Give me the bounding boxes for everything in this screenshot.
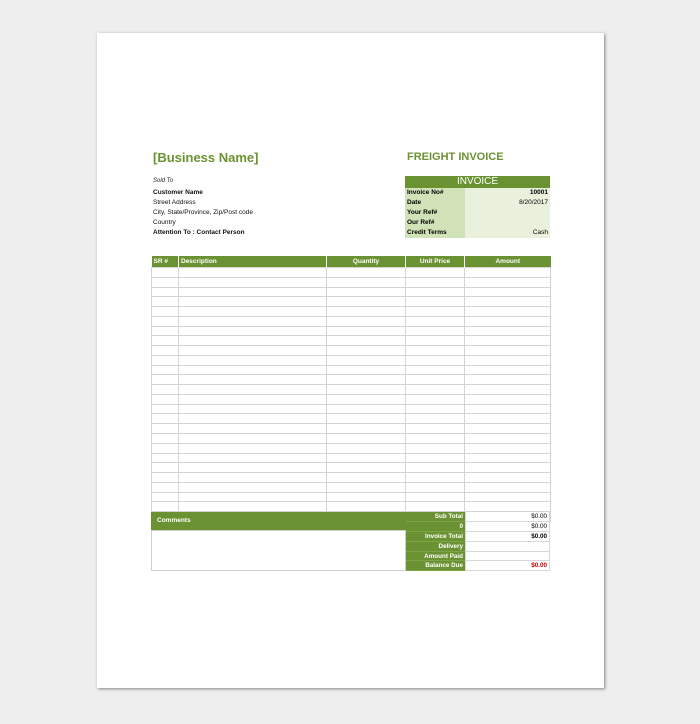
- table-cell[interactable]: [179, 492, 327, 502]
- table-cell[interactable]: [327, 316, 406, 326]
- table-cell[interactable]: [465, 277, 551, 287]
- sold-to-label: Sold To: [153, 178, 174, 184]
- invoice-total-label: Invoice Total: [406, 532, 465, 542]
- table-cell[interactable]: [327, 482, 406, 492]
- column-header-amount: Amount: [465, 256, 551, 268]
- table-cell[interactable]: [465, 385, 551, 395]
- table-cell[interactable]: [179, 424, 327, 434]
- table-cell[interactable]: [406, 336, 465, 346]
- table-row: [152, 443, 551, 453]
- table-cell[interactable]: [465, 404, 551, 414]
- table-row: [152, 297, 551, 307]
- table-cell[interactable]: [406, 297, 465, 307]
- table-cell[interactable]: [327, 434, 406, 444]
- comments-header: Comments: [151, 512, 406, 530]
- table-cell[interactable]: [327, 277, 406, 287]
- line-items-table: [151, 256, 551, 522]
- table-cell[interactable]: [179, 277, 327, 287]
- credit-terms-label: Credit Terms: [405, 228, 465, 238]
- invoice-info-row: [405, 218, 550, 228]
- table-cell[interactable]: [179, 482, 327, 492]
- table-cell[interactable]: [327, 394, 406, 404]
- table-cell[interactable]: [465, 453, 551, 463]
- street-address: Street Address: [153, 199, 196, 206]
- column-header-unit-price: Unit Price: [406, 256, 465, 268]
- table-cell[interactable]: [152, 268, 179, 278]
- table-cell[interactable]: [406, 473, 465, 483]
- table-cell[interactable]: [327, 424, 406, 434]
- delivery-value[interactable]: [465, 542, 550, 552]
- table-cell[interactable]: [152, 443, 179, 453]
- table-cell[interactable]: [179, 316, 327, 326]
- table-cell[interactable]: [179, 297, 327, 307]
- invoice-number-value: 10001: [465, 188, 550, 198]
- table-header-row: [152, 256, 551, 268]
- table-cell[interactable]: [465, 473, 551, 483]
- table-cell[interactable]: [152, 434, 179, 444]
- amount-paid-label: Amount Paid: [406, 552, 465, 562]
- table-cell[interactable]: [152, 404, 179, 414]
- table-row: [152, 385, 551, 395]
- totals-row: [406, 552, 550, 562]
- table-cell[interactable]: [406, 434, 465, 444]
- table-cell[interactable]: [465, 316, 551, 326]
- table-cell[interactable]: [152, 307, 179, 317]
- table-cell[interactable]: [327, 443, 406, 453]
- table-cell[interactable]: [179, 414, 327, 424]
- tax-label: 0: [406, 522, 465, 532]
- table-row: [152, 424, 551, 434]
- totals-block: [406, 512, 550, 571]
- table-cell[interactable]: [152, 316, 179, 326]
- table-cell[interactable]: [152, 365, 179, 375]
- table-cell[interactable]: [327, 307, 406, 317]
- table-cell[interactable]: [152, 463, 179, 473]
- invoice-info-row: [405, 208, 550, 218]
- table-row: [152, 355, 551, 365]
- table-cell[interactable]: [406, 414, 465, 424]
- table-cell[interactable]: [179, 463, 327, 473]
- business-name: [Business Name]: [153, 150, 259, 165]
- table-cell[interactable]: [406, 365, 465, 375]
- your-ref-value: [465, 208, 550, 218]
- table-cell[interactable]: [179, 365, 327, 375]
- table-cell[interactable]: [327, 385, 406, 395]
- table-row: [152, 277, 551, 287]
- invoice-page: [97, 33, 604, 688]
- table-cell[interactable]: [152, 453, 179, 463]
- table-row: [152, 404, 551, 414]
- your-ref-label: Your Ref#: [405, 208, 465, 218]
- credit-terms-value: Cash: [465, 228, 550, 238]
- table-cell[interactable]: [327, 287, 406, 297]
- table-cell[interactable]: [406, 502, 465, 512]
- table-cell[interactable]: [406, 268, 465, 278]
- table-cell[interactable]: [179, 502, 327, 512]
- table-cell[interactable]: [179, 434, 327, 444]
- table-cell[interactable]: [179, 287, 327, 297]
- table-cell[interactable]: [406, 394, 465, 404]
- table-row: [152, 434, 551, 444]
- delivery-label: Delivery: [406, 542, 465, 552]
- totals-row: [406, 561, 550, 571]
- table-cell[interactable]: [179, 385, 327, 395]
- table-cell[interactable]: [152, 277, 179, 287]
- table-cell[interactable]: [179, 473, 327, 483]
- table-cell[interactable]: [179, 326, 327, 336]
- table-cell[interactable]: [327, 297, 406, 307]
- subtotal-label: Sub Total: [406, 512, 465, 522]
- table-cell[interactable]: [465, 355, 551, 365]
- invoice-info-row: [405, 188, 550, 198]
- customer-name: Customer Name: [153, 189, 203, 196]
- table-cell[interactable]: [179, 346, 327, 356]
- table-cell[interactable]: [406, 326, 465, 336]
- table-row: [152, 482, 551, 492]
- table-row: [152, 414, 551, 424]
- table-cell[interactable]: [327, 502, 406, 512]
- table-cell[interactable]: [152, 326, 179, 336]
- table-cell[interactable]: [465, 394, 551, 404]
- tax-value: $0.00: [465, 522, 550, 532]
- totals-row: [406, 512, 550, 522]
- table-cell[interactable]: [179, 453, 327, 463]
- table-cell[interactable]: [152, 385, 179, 395]
- table-cell[interactable]: [465, 326, 551, 336]
- table-cell[interactable]: [152, 375, 179, 385]
- table-cell[interactable]: [465, 375, 551, 385]
- invoice-info-row: [405, 198, 550, 208]
- table-cell[interactable]: [406, 346, 465, 356]
- table-cell[interactable]: [327, 326, 406, 336]
- table-cell[interactable]: [406, 453, 465, 463]
- table-cell[interactable]: [465, 482, 551, 492]
- table-cell[interactable]: [465, 443, 551, 453]
- table-cell[interactable]: [465, 365, 551, 375]
- table-cell[interactable]: [327, 365, 406, 375]
- amount-paid-value[interactable]: [465, 552, 550, 562]
- table-cell[interactable]: [152, 346, 179, 356]
- table-row: [152, 453, 551, 463]
- table-cell[interactable]: [465, 336, 551, 346]
- table-row: [152, 365, 551, 375]
- table-cell[interactable]: [465, 287, 551, 297]
- table-cell[interactable]: [465, 297, 551, 307]
- table-row: [152, 375, 551, 385]
- table-row: [152, 346, 551, 356]
- table-cell[interactable]: [179, 336, 327, 346]
- invoice-info-row: [405, 228, 550, 238]
- table-row: [152, 473, 551, 483]
- table-row: [152, 394, 551, 404]
- date-label: Date: [405, 198, 465, 208]
- table-cell[interactable]: [327, 336, 406, 346]
- comments-field[interactable]: [151, 530, 406, 571]
- table-cell[interactable]: [179, 268, 327, 278]
- table-cell[interactable]: [152, 287, 179, 297]
- table-cell[interactable]: [465, 268, 551, 278]
- table-cell[interactable]: [152, 297, 179, 307]
- invoice-info-box: [405, 176, 550, 238]
- table-cell[interactable]: [465, 502, 551, 512]
- table-row: [152, 463, 551, 473]
- table-cell[interactable]: [152, 424, 179, 434]
- table-row: [152, 268, 551, 278]
- table-row: [152, 316, 551, 326]
- table-row: [152, 307, 551, 317]
- table-cell[interactable]: [152, 355, 179, 365]
- invoice-heading: INVOICE: [405, 176, 550, 188]
- table-cell[interactable]: [406, 404, 465, 414]
- invoice-number-label: Invoice No#: [405, 188, 465, 198]
- table-cell[interactable]: [327, 473, 406, 483]
- totals-row: [406, 522, 550, 532]
- our-ref-value: [465, 218, 550, 228]
- table-cell[interactable]: [327, 453, 406, 463]
- balance-due-value: $0.00: [465, 561, 550, 571]
- table-row: [152, 502, 551, 512]
- table-cell[interactable]: [327, 492, 406, 502]
- table-cell[interactable]: [465, 434, 551, 444]
- table-cell[interactable]: [406, 375, 465, 385]
- table-cell[interactable]: [465, 414, 551, 424]
- table-row: [152, 326, 551, 336]
- table-cell[interactable]: [406, 287, 465, 297]
- invoice-total-value: $0.00: [465, 532, 550, 542]
- table-cell[interactable]: [152, 502, 179, 512]
- column-header-description: Description: [179, 256, 327, 268]
- table-cell[interactable]: [406, 316, 465, 326]
- table-cell[interactable]: [179, 443, 327, 453]
- column-header-sr: SR #: [152, 256, 179, 268]
- column-header-quantity: Quantity: [327, 256, 406, 268]
- table-cell[interactable]: [406, 424, 465, 434]
- table-cell[interactable]: [327, 346, 406, 356]
- our-ref-label: Our Ref#: [405, 218, 465, 228]
- table-cell[interactable]: [465, 463, 551, 473]
- table-cell[interactable]: [406, 482, 465, 492]
- table-cell[interactable]: [152, 473, 179, 483]
- table-cell[interactable]: [179, 355, 327, 365]
- document-title: FREIGHT INVOICE: [407, 151, 504, 163]
- table-cell[interactable]: [152, 336, 179, 346]
- table-cell[interactable]: [327, 375, 406, 385]
- country: Country: [153, 219, 176, 226]
- table-cell[interactable]: [152, 492, 179, 502]
- customer-address-block: [153, 188, 253, 238]
- table-cell[interactable]: [152, 414, 179, 424]
- table-cell[interactable]: [406, 307, 465, 317]
- table-cell[interactable]: [152, 482, 179, 492]
- balance-due-label: Balance Due: [406, 561, 465, 571]
- table-row: [152, 492, 551, 502]
- table-cell[interactable]: [327, 414, 406, 424]
- table-cell[interactable]: [406, 385, 465, 395]
- table-cell[interactable]: [406, 463, 465, 473]
- table-cell[interactable]: [179, 307, 327, 317]
- table-cell[interactable]: [327, 404, 406, 414]
- table-cell[interactable]: [406, 443, 465, 453]
- table-cell[interactable]: [465, 307, 551, 317]
- table-cell[interactable]: [465, 492, 551, 502]
- table-cell[interactable]: [327, 463, 406, 473]
- table-cell[interactable]: [406, 277, 465, 287]
- table-cell[interactable]: [179, 404, 327, 414]
- table-cell[interactable]: [327, 268, 406, 278]
- table-cell[interactable]: [465, 424, 551, 434]
- totals-row: [406, 542, 550, 552]
- totals-row: [406, 532, 550, 542]
- table-cell[interactable]: [327, 355, 406, 365]
- subtotal-value: $0.00: [465, 512, 550, 522]
- table-row: [152, 287, 551, 297]
- table-cell[interactable]: [179, 375, 327, 385]
- table-cell[interactable]: [152, 394, 179, 404]
- date-value: 8/20/2017: [465, 198, 550, 208]
- table-cell[interactable]: [406, 492, 465, 502]
- city-line: City, State/Province, Zip/Post code: [153, 209, 253, 216]
- table-cell[interactable]: [179, 394, 327, 404]
- table-row: [152, 336, 551, 346]
- table-cell[interactable]: [465, 346, 551, 356]
- attention-line: Attention To : Contact Person: [153, 229, 245, 236]
- table-cell[interactable]: [406, 355, 465, 365]
